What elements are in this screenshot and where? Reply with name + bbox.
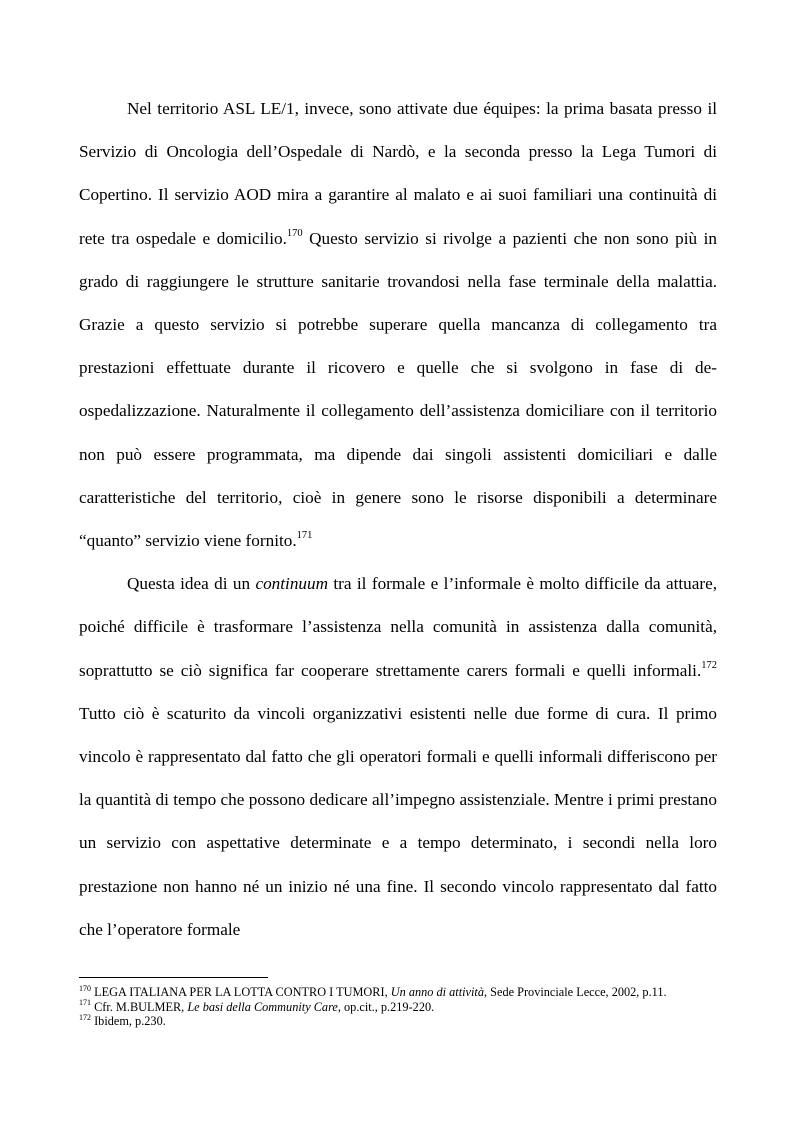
footnote-reference: 170 xyxy=(286,227,303,239)
paragraph: Nel territorio ASL LE/1, invece, sono attivate due équipes: la prima basata presso il Servizio di Oncologia dell’Ospedale di Nardò, e la seconda presso la Lega Tumori di Copertino. Il servizio AOD mira a garantire al malato e ai suoi familiari una continuità di rete tra ospedale e domicilio.$^{170}$ Questo servizio si rivolge a pazienti che non sono più in grado di raggiungere le strutture sanitarie trovandosi nella fase terminale della malattia. Grazie a questo servizio si potrebbe superare quella mancanza di collegamento tra prestazioni effettuate durante il ricovero e quelle che si svolgono in fase di de-ospedalizzazione. Naturalmente il collegamento dell’assistenza domiciliare con il territorio non può essere programmata, ma dipende dai singoli assistenti domiciliari e dalle caratteristiche del territorio, cioè in genere sono le risorse disponibili a determinare “quanto” servizio viene fornito.$^{171}$ xyxy=(79,99,717,551)
paragraph: Questa idea di un continuum tra il formale e l’informale è molto difficile da attuare, poiché difficile è trasformare l’assistenza nella comunità in assistenza dalla comunità, soprattutto se ciò significa far cooperare strettamente carers formali e quelli informali.$^{172}$ Tutto ciò è scaturito da vincoli organizzativi esistenti nelle due forme di cura. Il primo vincolo è rappresentato dal fatto che gli operatori formali e quelli informali differiscono per la quantità di tempo che possono dedicare all’impegno assistenziale. Mentre i primi prestano un servizio con aspettative determinate e a tempo determinato, i secondi nella loro prestazione non hanno né un inizio né una fine. Il secondo vincolo rappresentato dal fatto che l’operatore formale xyxy=(79,574,717,939)
body-text xyxy=(79,87,717,951)
footnote: $^{172}$ Ibidem, p.230. xyxy=(79,1012,166,1028)
footnote-separator xyxy=(79,977,268,978)
footnote: $^{171}$ Cfr. M.BULMER, Le basi della Community Care, op.cit., p.219-220. xyxy=(79,998,435,1014)
footnote: $^{170}$ LEGA ITALIANA PER LA LOTTA CONTRO I TUMORI, Un anno di attività, Sede Provinciale Lecce, 2002, p.11. xyxy=(79,983,667,999)
footnote-reference: 172 xyxy=(701,659,717,671)
footnotes xyxy=(79,985,719,1029)
footnote-reference: 171 xyxy=(296,530,313,542)
